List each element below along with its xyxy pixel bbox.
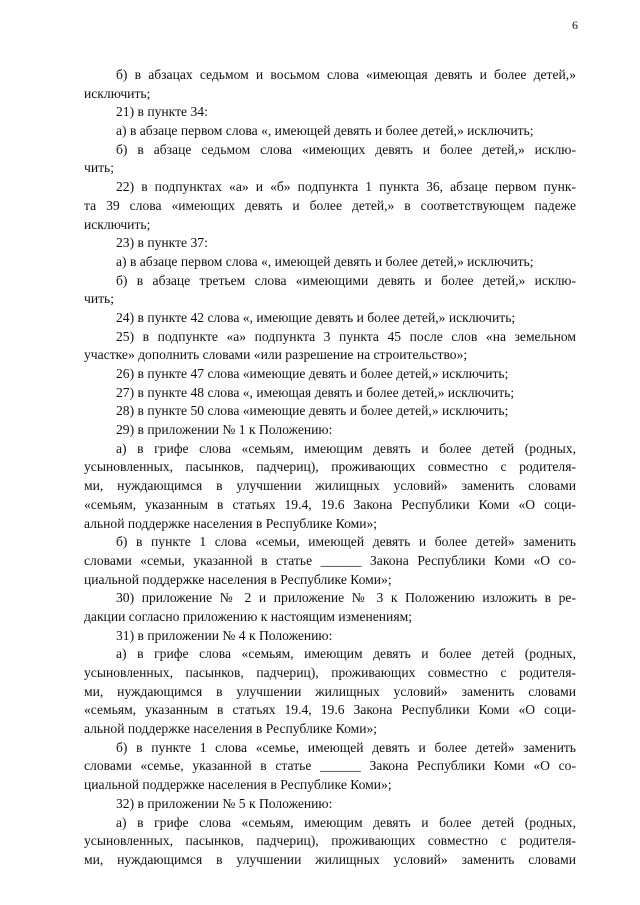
text-line: а) в грифе слова «семьям, имеющим девять и более детей (родных, — [116, 814, 576, 830]
text-line: б) в абзаце седьмом слова «имеющих девять и более детей,» исклю- — [116, 141, 576, 157]
text-line: 30) приложение № 2 и приложение № 3 к Положению изложить в ре- — [116, 590, 576, 606]
text-line: циальной поддержке населения в Республике Коми»; — [84, 571, 392, 587]
text-line: 26) в пункте 47 слова «имеющие девять и более детей,» исключить; — [116, 366, 509, 381]
text-line: ми, нуждающимся в улучшении жилищных условий» заменить словами — [84, 851, 576, 867]
text-line: усыновленных, пасынков, падчериц), проживающих совместно с родителя- — [84, 459, 576, 475]
text-line: а) в грифе слова «семьям, имеющим девять и более детей (родных, — [116, 646, 576, 662]
text-line: 21) в пункте 34: — [116, 104, 208, 120]
text-line: ми, нуждающимся в улучшении жилищных условий» заменить словами — [84, 478, 576, 494]
text-line: а) в абзаце первом слова «, имеющей девять и более детей,» исключить; — [116, 253, 534, 269]
text-line: 25) в подпункте «а» подпункта 3 пункта 45 после слов «на земельном — [116, 328, 576, 344]
text-line: чить; — [84, 291, 115, 307]
text-line: словами «семьи, указанной в статье ______ Закона Республики Коми «О со- — [84, 552, 576, 568]
text-line: 24) в пункте 42 слова «, имеющие девять и более детей,» исключить; — [116, 309, 516, 325]
text-line: циальной поддержке населения в Республике Коми»; — [84, 777, 392, 793]
text-line: 28) в пункте 50 слова «имеющие девять и более детей,» исключить; — [116, 403, 509, 419]
text-line: альной поддержке населения в Республике Коми»; — [84, 721, 378, 737]
text-line: «семьям, указанным в статьях 19.4, 19.6 Закона Республики Коми «О соци- — [84, 496, 576, 512]
text-line: 27) в пункте 48 слова «, имеющая девять и более детей,» исключить; — [116, 384, 515, 400]
text-line: альной поддержке населения в Республике Коми»; — [84, 515, 378, 531]
page-number: 6 — [572, 18, 578, 32]
text-line: ми, нуждающимся в улучшении жилищных условий» заменить словами — [84, 683, 576, 699]
text-line: б) в пункте 1 слова «семье, имеющей девять и более детей» заменить — [116, 739, 576, 755]
text-line: а) в абзаце первом слова «, имеющей девять и более детей,» исключить; — [116, 123, 534, 139]
document-body — [84, 66, 576, 870]
text-line: усыновленных, пасынков, падчериц), проживающих совместно с родителя- — [84, 833, 576, 849]
text-line: 22) в подпунктах «а» и «б» подпункта 1 пункта 36, абзаце первом пунк- — [116, 179, 576, 195]
text-line: участке» дополнить словами «или разрешение на строительство»; — [84, 347, 468, 363]
text-line: словами «семье, указанной в статье ______ Закона Республики Коми «О со- — [84, 758, 576, 774]
text-line: а) в грифе слова «семьям, имеющим девять и более детей (родных, — [116, 440, 576, 456]
text-line: б) в пункте 1 слова «семьи, имеющей девять и более детей» заменить — [116, 534, 576, 550]
text-line: б) в абзаце третьем слова «имеющими девять и более детей,» исклю- — [116, 272, 576, 288]
text-line: та 39 слова «имеющих девять и более детей,» в соответствующем падеже — [84, 197, 576, 213]
text-line: 23) в пункте 37: — [116, 235, 208, 251]
text-line: исключить; — [84, 216, 151, 232]
text-line: б) в абзацах седьмом и восьмом слова «имеющая девять и более детей,» — [116, 67, 576, 82]
text-line: 32) в приложении № 5 к Положению: — [116, 795, 333, 811]
text-line: «семьям, указанным в статьях 19.4, 19.6 Закона Республики Коми «О соци- — [84, 702, 576, 718]
text-line: чить; — [84, 160, 115, 176]
text-line: 29) в приложении № 1 к Положению: — [116, 422, 333, 438]
text-line: исключить; — [84, 85, 151, 101]
text-line: 31) в приложении № 4 к Положению: — [116, 627, 333, 643]
text-line: усыновленных, пасынков, падчериц), проживающих совместно с родителя- — [84, 665, 576, 680]
text-line: дакции согласно приложению к настоящим изменениям; — [84, 608, 412, 624]
